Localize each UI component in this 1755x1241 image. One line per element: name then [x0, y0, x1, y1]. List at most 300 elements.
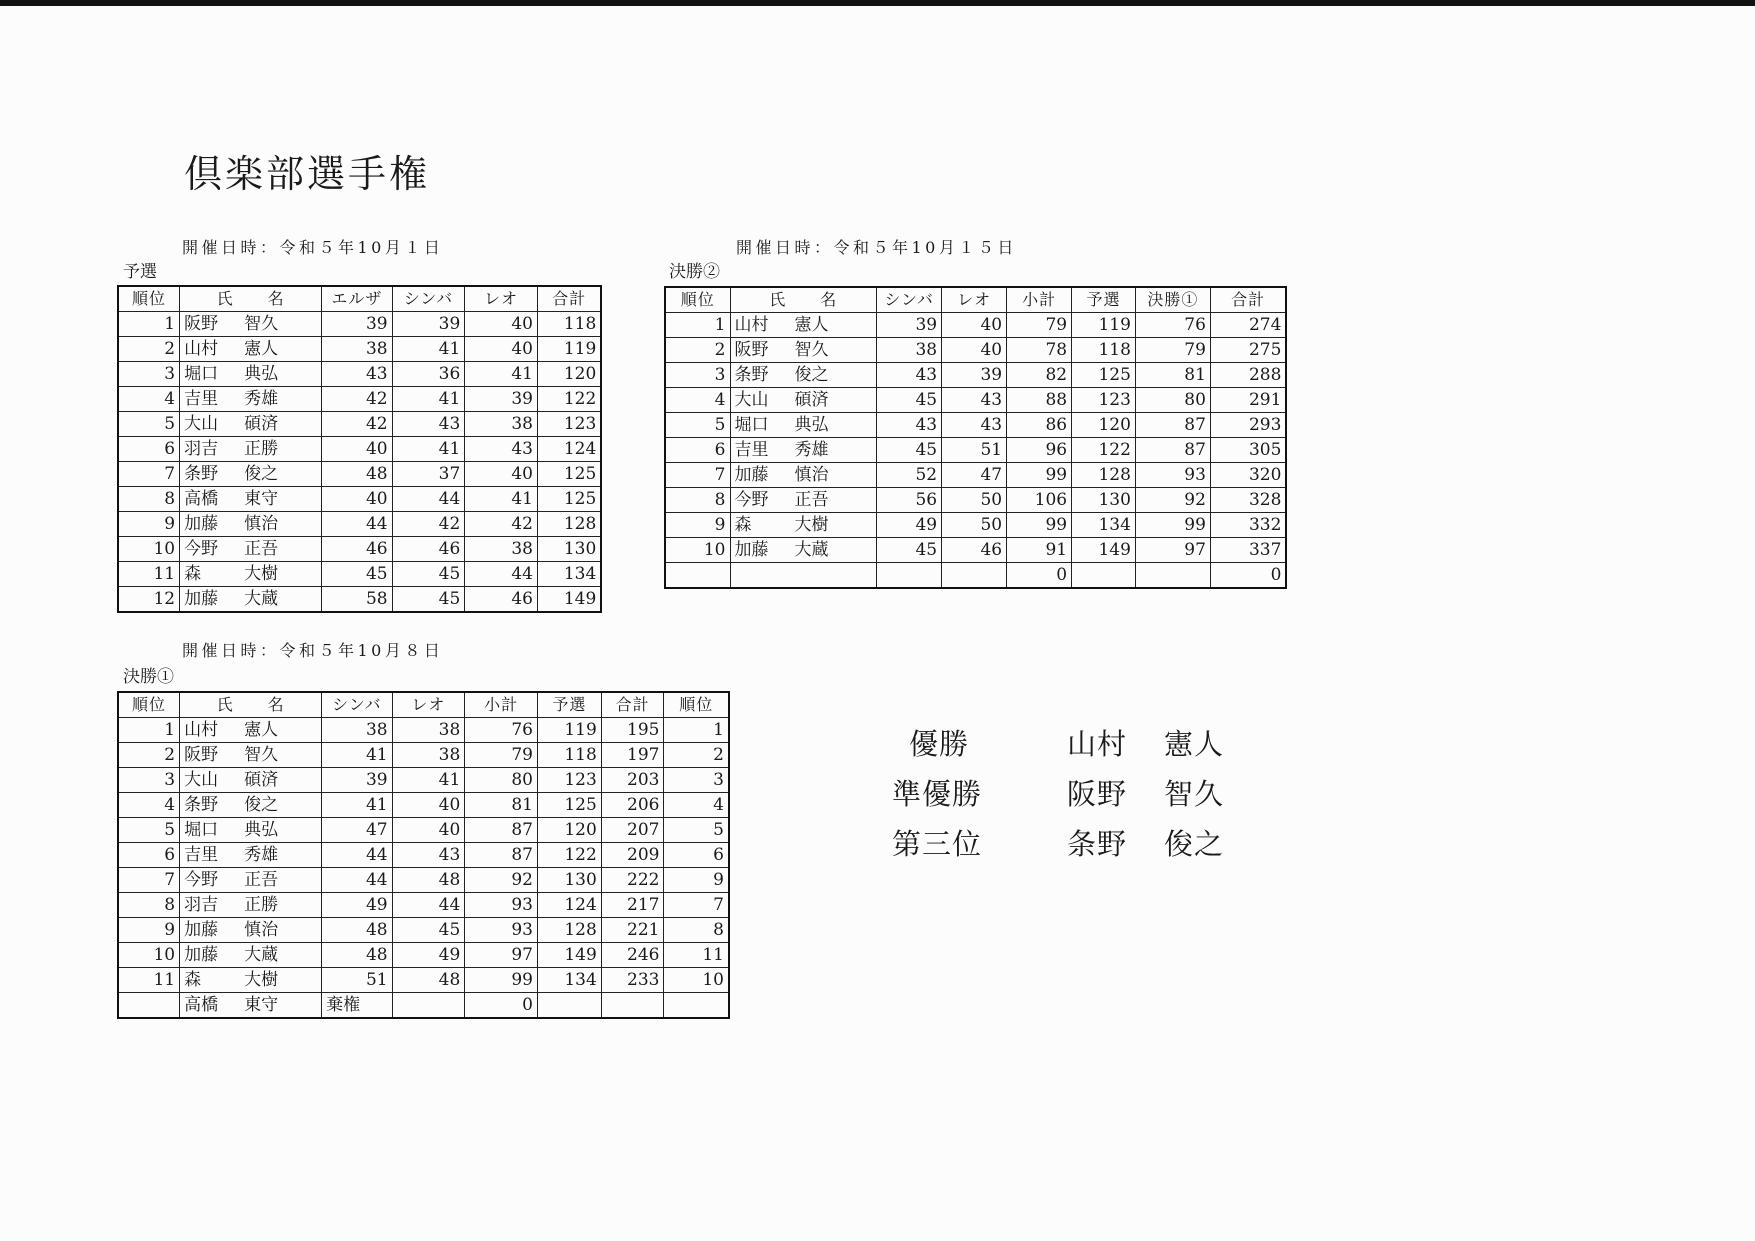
given-name: 俊之 [794, 365, 829, 385]
final1-cell-rank: 2 [118, 743, 180, 768]
final1-header-leo: レオ [392, 692, 465, 718]
table-row [118, 512, 601, 537]
final1-cell-name [180, 768, 322, 793]
final1-cell-leo: 38 [392, 743, 465, 768]
final1-cell-subtotal: 80 [465, 768, 538, 793]
final2-cell-name [730, 438, 877, 463]
family-name: 阪野 [184, 314, 219, 334]
final1-cell-subtotal: 81 [465, 793, 538, 818]
final2-cell-rank: 9 [665, 513, 730, 538]
final1-cell-leo: 41 [392, 768, 465, 793]
final1-cell-total: 221 [601, 918, 664, 943]
qualifier-cell-leo: 40 [465, 312, 538, 337]
final1-cell-name [180, 868, 322, 893]
final2-cell-simba: 43 [877, 413, 942, 438]
result-family-name: 条野 [1067, 827, 1128, 861]
final2-cell-qualifier: 123 [1072, 388, 1136, 413]
given-name: 正吾 [794, 490, 829, 510]
final2-cell-rank: 7 [665, 463, 730, 488]
qualifier-table [117, 285, 602, 613]
final1-cell-total: 233 [601, 968, 664, 993]
table-row [118, 918, 729, 943]
table-row [118, 993, 729, 1019]
qualifier-cell-simba: 37 [392, 462, 465, 487]
given-name: 碩済 [244, 770, 279, 790]
final2-cell-simba: 43 [877, 363, 942, 388]
family-name: 山村 [184, 720, 219, 740]
qualifier-cell-rank: 10 [118, 537, 180, 562]
final2-cell-subtotal: 99 [1007, 463, 1072, 488]
family-name: 加藤 [184, 514, 219, 534]
final2-cell-leo: 39 [942, 363, 1007, 388]
final2-cell-final1: 92 [1135, 488, 1210, 513]
final1-cell-total: 207 [601, 818, 664, 843]
qualifier-cell-rank: 2 [118, 337, 180, 362]
final2-header-qualifier: 予選 [1072, 287, 1136, 313]
qualifier-cell-simba: 46 [392, 537, 465, 562]
final1-cell-subtotal: 97 [465, 943, 538, 968]
final1-cell-simba: 51 [322, 968, 393, 993]
family-name: 羽吉 [184, 439, 219, 459]
final2-cell-final1: 93 [1135, 463, 1210, 488]
final2-cell-leo: 47 [942, 463, 1007, 488]
table-row [118, 893, 729, 918]
final1-cell-rank: 9 [118, 918, 180, 943]
qualifier-cell-leo: 38 [465, 537, 538, 562]
given-name: 俊之 [244, 464, 279, 484]
table-row [118, 587, 601, 613]
qualifier-cell-leo: 40 [465, 462, 538, 487]
final2-table [664, 286, 1287, 589]
qualifier-header-name: 氏 名 [180, 286, 322, 312]
qualifier-header-simba: シンバ [392, 286, 465, 312]
qualifier-cell-simba: 45 [392, 587, 465, 613]
qualifier-cell-elsa: 58 [322, 587, 393, 613]
final1-cell-simba: 44 [322, 868, 393, 893]
qualifier-cell-name [180, 587, 322, 613]
final2-cell-rank: 3 [665, 363, 730, 388]
final2-cell-simba: 39 [877, 313, 942, 338]
final2-cell-name [730, 413, 877, 438]
final1-cell-rank: 3 [118, 768, 180, 793]
family-name: 高橋 [184, 489, 219, 509]
final2-cell-rank: 6 [665, 438, 730, 463]
qualifier-header-row [118, 286, 601, 312]
qualifier-cell-simba: 41 [392, 387, 465, 412]
final2-cell-simba: 45 [877, 388, 942, 413]
qualifier-cell-simba: 36 [392, 362, 465, 387]
final2-cell-qualifier: 128 [1072, 463, 1136, 488]
qualifier-cell-name [180, 412, 322, 437]
family-name: 堀口 [184, 364, 219, 384]
qualifier-cell-rank: 3 [118, 362, 180, 387]
family-name: 堀口 [184, 820, 219, 840]
final1-cell-rank: 1 [118, 718, 180, 743]
result-given-name: 憲人 [1164, 727, 1225, 761]
qualifier-cell-elsa: 40 [322, 437, 393, 462]
given-name: 東守 [244, 995, 279, 1015]
family-name: 大山 [734, 390, 769, 410]
given-name: 憲人 [244, 720, 279, 740]
given-name: 大蔵 [244, 589, 279, 609]
given-name: 智久 [794, 340, 829, 360]
final1-cell-simba: 48 [322, 918, 393, 943]
final1-table [117, 691, 730, 1019]
final1-cell-total: 203 [601, 768, 664, 793]
final2-cell-simba: 49 [877, 513, 942, 538]
given-name: 碩済 [794, 390, 829, 410]
qualifier-cell-simba: 44 [392, 487, 465, 512]
final2-header-simba: シンバ [877, 287, 942, 313]
final2-cell-rank: 8 [665, 488, 730, 513]
final2-cell-name [730, 388, 877, 413]
qualifier-cell-total: 134 [537, 562, 601, 587]
qualifier-cell-elsa: 38 [322, 337, 393, 362]
final1-cell-qualifier: 120 [537, 818, 601, 843]
table-row [118, 462, 601, 487]
final2-cell-qualifier: 130 [1072, 488, 1136, 513]
qualifier-cell-total: 122 [537, 387, 601, 412]
given-name: 大樹 [244, 564, 279, 584]
qualifier-cell-total: 123 [537, 412, 601, 437]
qualifier-cell-elsa: 44 [322, 512, 393, 537]
qualifier-cell-name [180, 362, 322, 387]
final2-label: 決勝② [669, 262, 720, 282]
qualifier-cell-simba: 39 [392, 312, 465, 337]
final2-cell-subtotal: 0 [1007, 563, 1072, 589]
family-name: 森 [734, 515, 752, 535]
qualifier-cell-total: 125 [537, 462, 601, 487]
final1-cell-leo [392, 993, 465, 1019]
table-row [118, 768, 729, 793]
family-name: 阪野 [184, 745, 219, 765]
final1-cell-name [180, 968, 322, 993]
given-name: 俊之 [244, 795, 279, 815]
table-row [665, 338, 1286, 363]
table-row [665, 438, 1286, 463]
qualifier-cell-name [180, 337, 322, 362]
final1-cell-leo: 48 [392, 968, 465, 993]
final1-cell-name [180, 818, 322, 843]
final1-cell-rank: 7 [118, 868, 180, 893]
final2-cell-subtotal: 91 [1007, 538, 1072, 563]
qualifier-cell-elsa: 39 [322, 312, 393, 337]
final1-header-final-rank: 順位 [664, 692, 729, 718]
final1-cell-simba: 48 [322, 943, 393, 968]
qualifier-cell-total: 128 [537, 512, 601, 537]
final1-cell-total [601, 993, 664, 1019]
final1-cell-leo: 45 [392, 918, 465, 943]
final1-cell-qualifier: 130 [537, 868, 601, 893]
final1-cell-simba: 棄権 [322, 993, 393, 1019]
table-row [118, 868, 729, 893]
qualifier-header-total: 合計 [537, 286, 601, 312]
final1-cell-name [180, 718, 322, 743]
qualifier-cell-rank: 4 [118, 387, 180, 412]
final1-cell-leo: 40 [392, 793, 465, 818]
qualifier-cell-name [180, 562, 322, 587]
final1-cell-subtotal: 87 [465, 818, 538, 843]
final2-cell-simba: 45 [877, 538, 942, 563]
qualifier-cell-rank: 11 [118, 562, 180, 587]
final2-header-name: 氏 名 [730, 287, 877, 313]
final2-cell-simba: 45 [877, 438, 942, 463]
qualifier-cell-total: 125 [537, 487, 601, 512]
qualifier-cell-name [180, 437, 322, 462]
final2-cell-name [730, 538, 877, 563]
qualifier-header-elsa: エルザ [322, 286, 393, 312]
qualifier-cell-leo: 40 [465, 337, 538, 362]
final2-cell-rank: 4 [665, 388, 730, 413]
family-name: 大山 [184, 414, 219, 434]
final1-date: 開催日時：令和５年10月８日 [182, 641, 444, 660]
given-name: 東守 [244, 489, 279, 509]
result-place-runner-up: 準優勝 [892, 777, 983, 811]
qualifier-cell-elsa: 40 [322, 487, 393, 512]
family-name: 加藤 [734, 465, 769, 485]
family-name: 森 [184, 970, 202, 990]
final1-cell-subtotal: 87 [465, 843, 538, 868]
qualifier-cell-elsa: 42 [322, 412, 393, 437]
final2-cell-qualifier: 125 [1072, 363, 1136, 388]
final1-cell-subtotal: 0 [465, 993, 538, 1019]
final1-cell-total: 197 [601, 743, 664, 768]
final2-cell-rank: 10 [665, 538, 730, 563]
family-name: 今野 [184, 870, 219, 890]
table-row [118, 943, 729, 968]
result-place-winner: 優勝 [909, 727, 970, 761]
final1-cell-qualifier: 118 [537, 743, 601, 768]
final1-cell-final-rank: 7 [664, 893, 729, 918]
final2-cell-simba: 38 [877, 338, 942, 363]
given-name: 智久 [244, 745, 279, 765]
final2-cell-leo: 51 [942, 438, 1007, 463]
final1-cell-simba: 44 [322, 843, 393, 868]
final1-cell-leo: 48 [392, 868, 465, 893]
table-row [118, 843, 729, 868]
final2-cell-subtotal: 106 [1007, 488, 1072, 513]
final1-cell-final-rank [664, 993, 729, 1019]
final1-cell-final-rank: 1 [664, 718, 729, 743]
final1-cell-total: 246 [601, 943, 664, 968]
qualifier-cell-simba: 41 [392, 337, 465, 362]
given-name: 典弘 [244, 820, 279, 840]
given-name: 典弘 [794, 415, 829, 435]
final1-cell-qualifier: 125 [537, 793, 601, 818]
final2-cell-leo: 43 [942, 413, 1007, 438]
final2-cell-qualifier [1072, 563, 1136, 589]
final1-cell-final-rank: 3 [664, 768, 729, 793]
family-name: 今野 [734, 490, 769, 510]
qualifier-cell-rank: 12 [118, 587, 180, 613]
final1-cell-final-rank: 4 [664, 793, 729, 818]
table-row [665, 538, 1286, 563]
qualifier-cell-leo: 46 [465, 587, 538, 613]
family-name: 加藤 [184, 945, 219, 965]
final1-cell-total: 209 [601, 843, 664, 868]
family-name: 加藤 [184, 589, 219, 609]
final1-cell-leo: 44 [392, 893, 465, 918]
qualifier-cell-total: 130 [537, 537, 601, 562]
final2-cell-name [730, 488, 877, 513]
final1-cell-name [180, 918, 322, 943]
final1-cell-qualifier: 128 [537, 918, 601, 943]
given-name: 典弘 [244, 364, 279, 384]
final2-cell-final1: 80 [1135, 388, 1210, 413]
final2-cell-leo: 40 [942, 313, 1007, 338]
final2-cell-simba: 56 [877, 488, 942, 513]
final2-cell-total: 305 [1210, 438, 1286, 463]
final1-cell-rank: 4 [118, 793, 180, 818]
qualifier-cell-leo: 42 [465, 512, 538, 537]
qualifier-cell-leo: 44 [465, 562, 538, 587]
family-name: 吉里 [734, 440, 769, 460]
final1-cell-final-rank: 8 [664, 918, 729, 943]
final1-cell-final-rank: 2 [664, 743, 729, 768]
table-row [665, 488, 1286, 513]
final2-cell-name [730, 513, 877, 538]
given-name: 正吾 [244, 539, 279, 559]
final1-cell-rank: 5 [118, 818, 180, 843]
final2-cell-qualifier: 118 [1072, 338, 1136, 363]
qualifier-cell-name [180, 487, 322, 512]
final1-cell-total: 195 [601, 718, 664, 743]
final1-cell-rank: 6 [118, 843, 180, 868]
final1-cell-total: 206 [601, 793, 664, 818]
final2-cell-total: 320 [1210, 463, 1286, 488]
final1-cell-rank: 10 [118, 943, 180, 968]
given-name: 憲人 [244, 339, 279, 359]
final1-cell-name [180, 893, 322, 918]
page-title: 倶楽部選手権 [184, 152, 431, 196]
qualifier-cell-name [180, 512, 322, 537]
table-row [665, 513, 1286, 538]
final2-cell-qualifier: 122 [1072, 438, 1136, 463]
qualifier-cell-rank: 5 [118, 412, 180, 437]
final2-cell-subtotal: 78 [1007, 338, 1072, 363]
final2-cell-name [730, 313, 877, 338]
table-row [665, 388, 1286, 413]
given-name: 憲人 [794, 315, 829, 335]
final2-cell-final1: 79 [1135, 338, 1210, 363]
final1-header-qualifier: 予選 [537, 692, 601, 718]
qualifier-cell-elsa: 43 [322, 362, 393, 387]
table-row [118, 968, 729, 993]
final2-cell-qualifier: 149 [1072, 538, 1136, 563]
table-row [665, 413, 1286, 438]
final1-cell-rank: 8 [118, 893, 180, 918]
qualifier-cell-rank: 6 [118, 437, 180, 462]
final1-cell-name [180, 843, 322, 868]
final1-cell-rank [118, 993, 180, 1019]
final2-cell-rank: 1 [665, 313, 730, 338]
final1-header-total: 合計 [601, 692, 664, 718]
qualifier-cell-name [180, 462, 322, 487]
final2-cell-leo: 50 [942, 513, 1007, 538]
final2-cell-subtotal: 79 [1007, 313, 1072, 338]
final2-cell-qualifier: 119 [1072, 313, 1136, 338]
final2-date: 開催日時：令和５年10月１５日 [736, 238, 1017, 257]
final1-cell-final-rank: 5 [664, 818, 729, 843]
qualifier-cell-total: 120 [537, 362, 601, 387]
final2-cell-simba [877, 563, 942, 589]
table-row [118, 437, 601, 462]
final2-cell-rank [665, 563, 730, 589]
family-name: 条野 [734, 365, 769, 385]
qualifier-cell-simba: 42 [392, 512, 465, 537]
table-row [118, 487, 601, 512]
family-name: 加藤 [184, 920, 219, 940]
table-row [118, 718, 729, 743]
given-name: 秀雄 [244, 389, 279, 409]
final1-cell-simba: 41 [322, 793, 393, 818]
table-row [118, 743, 729, 768]
given-name: 大樹 [244, 970, 279, 990]
table-row [665, 313, 1286, 338]
final2-cell-qualifier: 134 [1072, 513, 1136, 538]
qualifier-cell-rank: 1 [118, 312, 180, 337]
final1-cell-leo: 38 [392, 718, 465, 743]
qualifier-cell-total: 149 [537, 587, 601, 613]
qualifier-cell-leo: 38 [465, 412, 538, 437]
final2-cell-total: 332 [1210, 513, 1286, 538]
final2-header-final1: 決勝① [1135, 287, 1210, 313]
qualifier-cell-elsa: 42 [322, 387, 393, 412]
result-family-name: 阪野 [1067, 777, 1128, 811]
family-name: 森 [184, 564, 202, 584]
final1-cell-subtotal: 76 [465, 718, 538, 743]
final2-cell-leo: 46 [942, 538, 1007, 563]
final2-cell-simba: 52 [877, 463, 942, 488]
final1-header-row [118, 692, 729, 718]
qualifier-cell-rank: 7 [118, 462, 180, 487]
final1-cell-name [180, 793, 322, 818]
final2-cell-leo: 40 [942, 338, 1007, 363]
final1-cell-qualifier: 119 [537, 718, 601, 743]
final1-cell-qualifier [537, 993, 601, 1019]
final2-cell-total: 275 [1210, 338, 1286, 363]
table-row [118, 387, 601, 412]
result-given-name: 智久 [1164, 777, 1225, 811]
final2-cell-final1: 87 [1135, 413, 1210, 438]
given-name: 正勝 [244, 895, 279, 915]
family-name: 阪野 [734, 340, 769, 360]
qualifier-cell-total: 118 [537, 312, 601, 337]
final2-cell-name [730, 563, 877, 589]
final1-cell-final-rank: 10 [664, 968, 729, 993]
family-name: 条野 [184, 464, 219, 484]
final2-cell-final1: 81 [1135, 363, 1210, 388]
qualifier-cell-rank: 9 [118, 512, 180, 537]
qualifier-cell-leo: 41 [465, 362, 538, 387]
final1-cell-subtotal: 93 [465, 918, 538, 943]
qualifier-cell-leo: 39 [465, 387, 538, 412]
final2-cell-subtotal: 96 [1007, 438, 1072, 463]
final2-cell-qualifier: 120 [1072, 413, 1136, 438]
final1-cell-rank: 11 [118, 968, 180, 993]
given-name: 大蔵 [244, 945, 279, 965]
final1-cell-qualifier: 123 [537, 768, 601, 793]
final2-cell-subtotal: 86 [1007, 413, 1072, 438]
final1-cell-qualifier: 124 [537, 893, 601, 918]
final2-cell-leo: 50 [942, 488, 1007, 513]
qualifier-cell-simba: 43 [392, 412, 465, 437]
final2-cell-name [730, 363, 877, 388]
final2-cell-subtotal: 99 [1007, 513, 1072, 538]
final2-cell-final1: 99 [1135, 513, 1210, 538]
final2-cell-total: 293 [1210, 413, 1286, 438]
final2-header-subtotal: 小計 [1007, 287, 1072, 313]
